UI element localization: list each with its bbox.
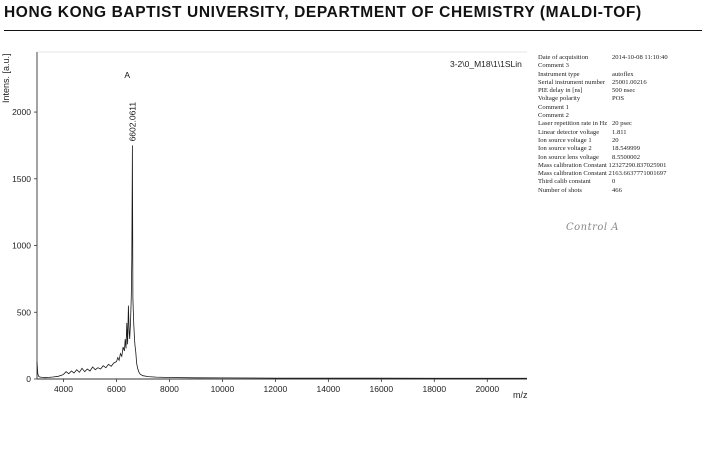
metadata-value	[612, 62, 706, 70]
metadata-row	[538, 62, 706, 70]
y-tick-label: 1500	[12, 173, 31, 184]
metadata-row	[538, 145, 706, 153]
y-ticks	[12, 107, 37, 384]
x-tick-label: 18000	[422, 384, 447, 394]
metadata-value	[612, 112, 706, 120]
metadata-value: 20 psec	[612, 120, 632, 128]
metadata-key: Comment 2	[538, 112, 569, 120]
y-tick-label: 500	[16, 307, 31, 318]
metadata-value: 2014-10-08 11:10:40	[612, 54, 668, 61]
metadata-key: Third calib constant	[538, 178, 591, 186]
metadata-row	[538, 162, 706, 170]
x-tick-label: 16000	[369, 384, 394, 394]
metadata-value: 163.6637771001697	[612, 170, 667, 178]
metadata-key: Comment 1	[538, 103, 569, 111]
metadata-key: Ion source voltage 1	[538, 136, 592, 144]
metadata-row	[538, 87, 706, 95]
metadata-row	[538, 71, 706, 79]
metadata-value: 2327290.837025901	[612, 161, 667, 169]
metadata-key: Mass calibration Constant 1	[538, 161, 612, 169]
metadata-row	[538, 112, 706, 120]
x-tick-label: 12000	[263, 384, 288, 394]
metadata-row	[538, 120, 706, 128]
y-tick-label: 0	[26, 374, 31, 384]
metadata-key: Laser repetition rate in Hz	[538, 120, 608, 128]
metadata-row	[538, 54, 706, 62]
metadata-value: 500 nsec	[612, 87, 636, 95]
metadata-key: Voltage polarity	[538, 95, 581, 103]
metadata-row	[538, 104, 706, 112]
metadata-row	[538, 79, 706, 87]
y-tick-label: 1000	[12, 240, 31, 251]
metadata-key: PIE delay in [ns]	[538, 87, 583, 95]
acquisition-metadata	[538, 54, 706, 195]
metadata-value: 8.5500002	[612, 153, 641, 161]
metadata-value: 1.811	[612, 128, 627, 136]
metadata-key: Ion source voltage 2	[538, 145, 592, 153]
x-tick-label: 6000	[106, 384, 126, 394]
metadata-value	[612, 104, 706, 112]
y-tick-label: 2000	[12, 107, 31, 118]
metadata-key: Date of acquisition	[538, 54, 589, 61]
x-tick-label: 10000	[210, 384, 235, 394]
peak-handwritten-mark: A	[124, 70, 131, 80]
x-axis-label: m/z	[513, 390, 528, 400]
metadata-key: Mass calibration Constant 2	[538, 170, 612, 178]
metadata-row	[538, 187, 706, 195]
metadata-value: POS	[612, 95, 625, 103]
y-axis-label: Intens. [a.u.]	[1, 53, 11, 103]
metadata-key: Linear detector voltage	[538, 128, 600, 136]
handwritten-note: Control A	[566, 222, 620, 233]
peak-label: 6602.0611	[127, 101, 138, 142]
sample-label: 3-2\0_M18\1\1SLin	[450, 59, 522, 69]
metadata-key: Instrument type	[538, 70, 580, 78]
metadata-row	[538, 137, 706, 145]
x-tick-label: 4000	[54, 384, 73, 394]
metadata-row	[538, 170, 706, 178]
metadata-value: autoflex	[612, 70, 634, 78]
report-header: HONG KONG BAPTIST UNIVERSITY, DEPARTMENT OF CHEMISTRY (MALDI-TOF)	[4, 4, 702, 31]
metadata-value: 466	[612, 186, 622, 194]
metadata-row	[538, 178, 706, 186]
x-tick-label: 8000	[159, 384, 179, 394]
x-tick-label: 20000	[475, 384, 500, 394]
metadata-key: Number of shots	[538, 186, 582, 194]
metadata-value: 18.549999	[612, 145, 641, 153]
metadata-key: Ion source lens voltage	[538, 153, 599, 161]
metadata-row	[538, 95, 706, 103]
metadata-row	[538, 129, 706, 137]
metadata-key: Serial instrument number	[538, 78, 606, 86]
metadata-value: 20	[612, 136, 619, 144]
metadata-value: 0	[612, 178, 616, 186]
spectrum-trace	[37, 145, 527, 378]
x-ticks	[54, 379, 499, 394]
metadata-key: Comment 3	[538, 62, 569, 70]
metadata-value: 25001.00216	[612, 78, 647, 86]
metadata-row	[538, 154, 706, 162]
x-tick-label: 14000	[316, 384, 341, 394]
